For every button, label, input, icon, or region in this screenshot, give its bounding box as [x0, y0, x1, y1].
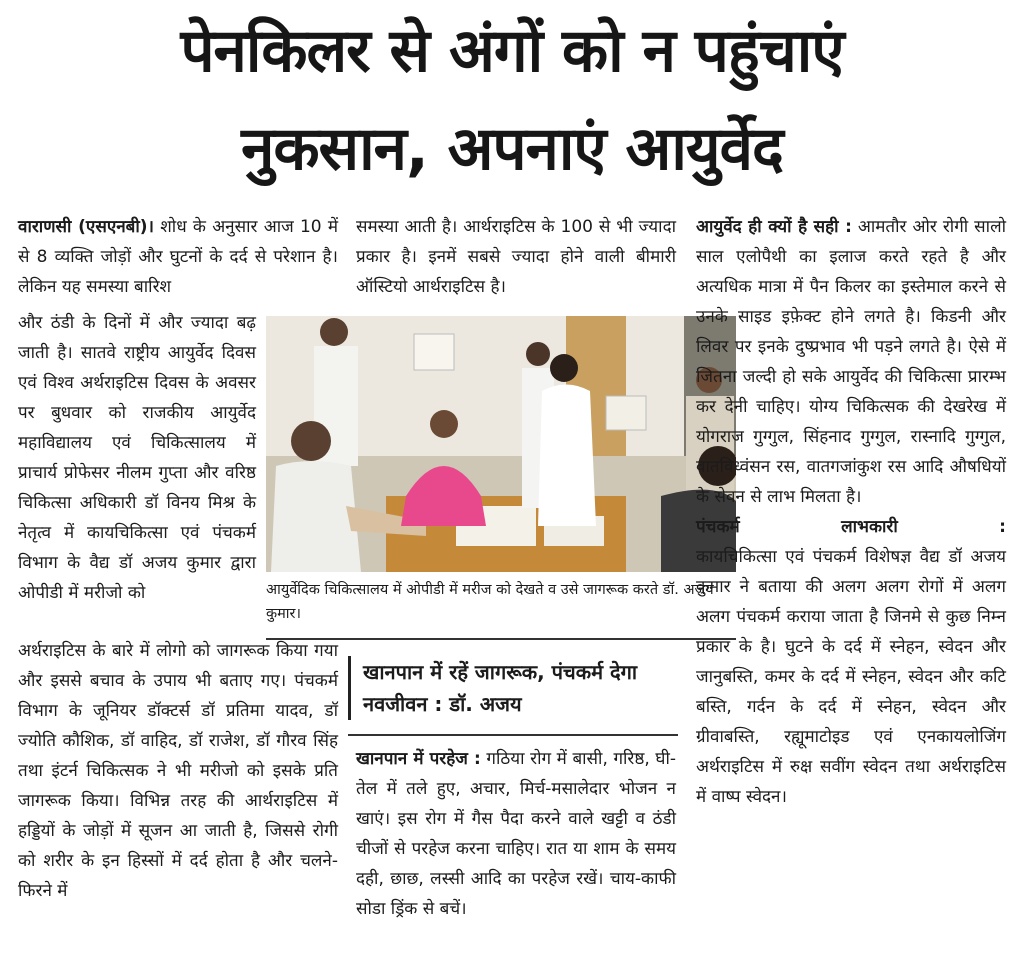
why-ayurveda-lead: आयुर्वेद ही क्यों है सही : [696, 217, 852, 237]
column-2-bottom [356, 744, 676, 924]
heading-colon: : [999, 517, 1006, 537]
panchkarma-word: पंचकर्म [696, 517, 740, 537]
subheading: खानपान में रहें जागरूक, पंचकर्म देगा नवजीवन : डॉ. अजय [363, 660, 638, 716]
col1-bottom-text: अर्थराइटिस के बारे में लोगो को जागरूक किया गया और इससे बचाव के उपाय भी बताए गए। पंचकर्म विभाग के जूनियर डॉक्टर्स डॉ प्रतिमा यादव, डॉ ज्योति कौशिक, डॉ वाहिद, डॉ राजेश, डॉ गौरव सिंह तथा इंटर्न चिकित्सक ने भी मरीजो को इसके प्रति जागरूक किया। विभिन्न तरह की आर्थराइटिस में हड्डियों के जोड़ों में सूजन आ जाती है, जिससे रोगी को शरीर के इन हिस्सों में दर्द होता है और चलने-फिरने में [18, 641, 338, 901]
labhkari-word: लाभकारी [841, 517, 898, 537]
divider-line [266, 638, 736, 640]
headline-line-2: नुकसान, अपनाएं आयुर्वेद [241, 114, 783, 184]
panchkarma-heading [696, 512, 1006, 542]
why-ayurveda-text: आमतौर ओर रोगी सालो साल एलोपैथी का इलाज करते रहते है और अत्यधिक मात्रा में पैन किलर का इस्तेमाल करने से उनके साइड इफ़ेक्ट होने लगते है। किडनी और लिवर पर इनके दुष्प्रभाव भी पड़ने लगते है। ऐसे में जितना जल्दी हो सके आयुर्वेद की चिकित्सा प्रारम्भ कर देनी चाहिए। योग्य चिकित्सक की देखरेख में योगराज गुग्गुल, सिंहनाद गुग्गुल, रास्नादि गुग्गुल, वातविध्वंसन रस, वातगजांकुश रस आदि औषधियों के सेवन से लाभ मिलता है। [696, 217, 1007, 507]
col2-top-text: समस्या आती है। आर्थराइटिस के 100 से भी ज्यादा प्रकार है। इनमें सबसे ज्यादा होने वाली बीमारी ऑस्टियो आर्थराइटिस है। [356, 217, 676, 297]
diet-text: गठिया रोग में बासी, गरिष्ठ, घी-तेल में तले हुए, अचार, मिर्च-मसालेदार भोजन न खाएं। इस रोग में गैस पैदा करने वाले खट्टी व ठंडी चीजों से परहेज करना चाहिए। रात या शाम के समय दही, छाछ, लस्सी आदि का परहेज रखें। चाय-काफी सोडा ड्रिंक से बचें। [356, 749, 676, 919]
column-1-bottom [18, 636, 338, 906]
column-1-top [18, 212, 338, 302]
column-2-top [356, 212, 676, 302]
panchkarma-text: कायचिकित्सा एवं पंचकर्म विशेषज्ञ वैद्य डॉ अजय कुमार ने बताया की अलग अलग रोगों में अलग अलग पंचकर्म कराया जाता है जिनमे से कुछ निम्न प्रकार के है। घुटने के दर्द में स्नेहन, स्वेदन और जानुबस्ति, कमर के दर्द में स्नेहन, स्वेदन और कटि बस्ति, गर्दन के दर्द में स्नेहन, स्वेदन और ग्रीवाबस्ति, रह्यूमाटोइड एवं एनकायलोजिंग अर्थराइटिस में रुक्ष सवींग स्वेदन तथा अर्थराइटिस में वाष्प स्वेदन। [696, 547, 1006, 807]
column-1-middle [18, 308, 256, 608]
col1-top-text: शोध के अनुसार आज 10 में से 8 व्यक्ति जोड़ों और घुटनों के दर्द से परेशान है। लेकिन यह समस्या बारिश [18, 217, 338, 297]
clinic-scene-illustration [266, 316, 736, 572]
col1-mid-text: और ठंडी के दिनों में और ज्यादा बढ़ जाती है। सातवे राष्ट्रीय आयुर्वेद दिवस एवं विश्व अर्थराइटिस दिवस के अवसर पर बुधवार को राजकीय आयुर्वेद महाविद्यालय एवं चिकित्सालय में प्राचार्य प्रोफेसर नीलम गुप्ता और वरिष्ठ चिकित्सा अधिकारी डॉ विनय मिश्र के नेतृत्व में कायचिकित्सा एवं पंचकर्म विभाग के वैद्य डॉ अजय कुमार द्वारा ओपीडी में मरीजो को [18, 313, 256, 603]
headline-line-1: पेनकिलर से अंगों को न पहुंचाएं [180, 16, 844, 86]
column-3 [696, 212, 1006, 812]
subheading-box [348, 656, 693, 720]
divider-line [348, 734, 678, 736]
photo-caption: आयुर्वेदिक चिकित्सालय में ओपीडी में मरीज को देखते व उसे जागरूक करते डॉ. अजय कुमार। [266, 582, 714, 622]
news-photo [266, 316, 736, 572]
diet-lead: खानपान में परहेज : [356, 749, 481, 769]
dateline: वाराणसी (एसएनबी)। [18, 217, 154, 237]
